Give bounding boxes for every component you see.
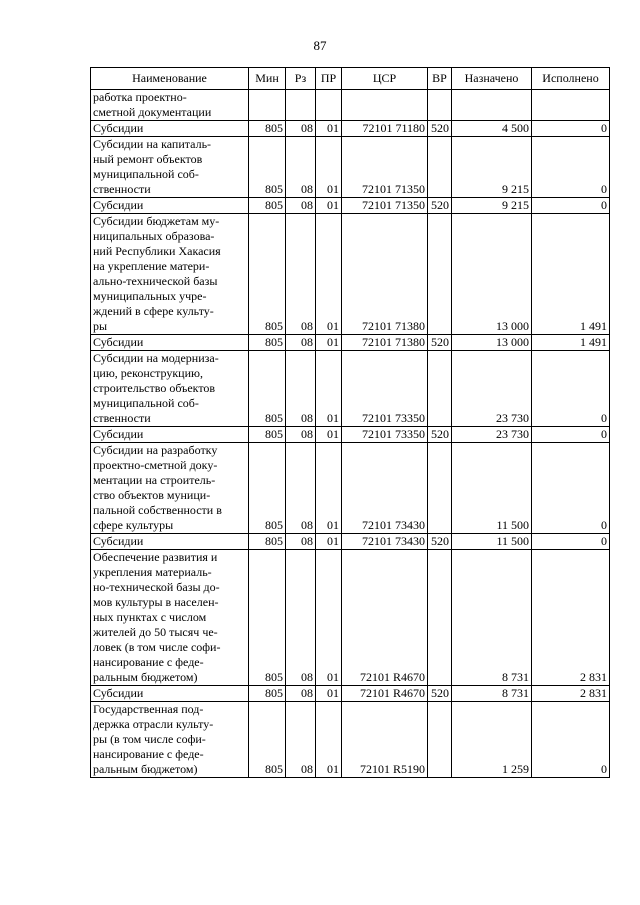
cell-pr <box>316 90 342 121</box>
cell-assigned: 11 500 <box>452 443 532 534</box>
cell-name: Субсидии <box>91 686 249 702</box>
cell-rz: 08 <box>286 121 316 137</box>
cell-rz: 08 <box>286 686 316 702</box>
cell-assigned: 8 731 <box>452 686 532 702</box>
cell-name: работка проектно- сметной документации <box>91 90 249 121</box>
cell-vr: 520 <box>428 198 452 214</box>
cell-csr: 72101 R4670 <box>342 550 428 686</box>
cell-executed: 0 <box>532 427 610 443</box>
cell-min: 805 <box>249 137 286 198</box>
cell-name: Субсидии <box>91 534 249 550</box>
cell-min: 805 <box>249 214 286 335</box>
cell-pr: 01 <box>316 137 342 198</box>
header-min: Мин <box>249 68 286 90</box>
cell-rz: 08 <box>286 214 316 335</box>
cell-csr: 72101 73430 <box>342 534 428 550</box>
cell-name: Субсидии <box>91 427 249 443</box>
table-row <box>91 351 610 427</box>
cell-assigned: 11 500 <box>452 534 532 550</box>
cell-name: Субсидии <box>91 335 249 351</box>
cell-executed: 0 <box>532 443 610 534</box>
cell-csr: 72101 R5190 <box>342 702 428 778</box>
cell-rz: 08 <box>286 137 316 198</box>
header-pr: ПР <box>316 68 342 90</box>
cell-executed: 0 <box>532 534 610 550</box>
header-csr: ЦСР <box>342 68 428 90</box>
cell-csr: 72101 71380 <box>342 335 428 351</box>
cell-executed: 2 831 <box>532 686 610 702</box>
cell-name: Субсидии <box>91 121 249 137</box>
cell-csr: 72101 71350 <box>342 198 428 214</box>
cell-csr: 72101 71380 <box>342 214 428 335</box>
cell-assigned: 13 000 <box>452 335 532 351</box>
cell-assigned: 4 500 <box>452 121 532 137</box>
cell-assigned: 13 000 <box>452 214 532 335</box>
cell-csr: 72101 73350 <box>342 351 428 427</box>
cell-csr: 72101 73350 <box>342 427 428 443</box>
cell-rz: 08 <box>286 702 316 778</box>
cell-name: Субсидии <box>91 198 249 214</box>
table-row <box>91 335 610 351</box>
cell-assigned: 23 730 <box>452 427 532 443</box>
cell-executed: 0 <box>532 137 610 198</box>
cell-pr: 01 <box>316 686 342 702</box>
table-row <box>91 121 610 137</box>
header-vr: ВР <box>428 68 452 90</box>
cell-name: Субсидии на капиталь- ный ремонт объектов муниципальной соб- ственности <box>91 137 249 198</box>
cell-pr: 01 <box>316 198 342 214</box>
cell-vr: 520 <box>428 534 452 550</box>
cell-rz: 08 <box>286 335 316 351</box>
cell-csr: 72101 R4670 <box>342 686 428 702</box>
table-row <box>91 550 610 686</box>
cell-assigned <box>452 90 532 121</box>
cell-assigned: 23 730 <box>452 351 532 427</box>
cell-vr: 520 <box>428 427 452 443</box>
cell-csr: 72101 73430 <box>342 443 428 534</box>
cell-vr <box>428 214 452 335</box>
table-row <box>91 427 610 443</box>
cell-min: 805 <box>249 198 286 214</box>
cell-rz: 08 <box>286 443 316 534</box>
cell-rz: 08 <box>286 550 316 686</box>
cell-min: 805 <box>249 534 286 550</box>
cell-vr <box>428 443 452 534</box>
cell-min: 805 <box>249 443 286 534</box>
cell-executed: 1 491 <box>532 214 610 335</box>
cell-rz: 08 <box>286 198 316 214</box>
cell-pr: 01 <box>316 121 342 137</box>
cell-pr: 01 <box>316 702 342 778</box>
cell-assigned: 9 215 <box>452 137 532 198</box>
cell-csr: 72101 71180 <box>342 121 428 137</box>
cell-min: 805 <box>249 702 286 778</box>
cell-rz: 08 <box>286 427 316 443</box>
cell-min: 805 <box>249 427 286 443</box>
cell-assigned: 8 731 <box>452 550 532 686</box>
cell-pr: 01 <box>316 427 342 443</box>
cell-pr: 01 <box>316 443 342 534</box>
table-row <box>91 534 610 550</box>
cell-executed: 1 491 <box>532 335 610 351</box>
cell-name: Государственная под- держка отрасли культу- ры (в том числе софи- нансирование с феде- ральным бюджетом) <box>91 702 249 778</box>
cell-name: Обеспечение развития и укрепления материаль- но-технической базы до- мов культуры в населен- ных пунктах с числом жителей до 50 тысяч че- ловек (в том числе софи- нансирование с феде- ральным бюджетом) <box>91 550 249 686</box>
budget-table <box>90 67 610 778</box>
cell-min <box>249 90 286 121</box>
cell-vr: 520 <box>428 686 452 702</box>
header-row <box>91 68 610 90</box>
header-name: Наименование <box>91 68 249 90</box>
cell-pr: 01 <box>316 351 342 427</box>
table-row <box>91 686 610 702</box>
cell-vr <box>428 351 452 427</box>
cell-pr: 01 <box>316 335 342 351</box>
table-header <box>91 68 610 90</box>
table-row <box>91 198 610 214</box>
cell-csr <box>342 90 428 121</box>
table-row <box>91 443 610 534</box>
cell-executed: 2 831 <box>532 550 610 686</box>
cell-vr <box>428 702 452 778</box>
cell-min: 805 <box>249 335 286 351</box>
cell-vr <box>428 550 452 686</box>
cell-assigned: 1 259 <box>452 702 532 778</box>
table-row <box>91 137 610 198</box>
cell-name: Субсидии на разработку проектно-сметной доку- ментации на строитель- ство объектов муници- пальной собственности в сфере культуры <box>91 443 249 534</box>
cell-csr: 72101 71350 <box>342 137 428 198</box>
table-row <box>91 214 610 335</box>
cell-pr: 01 <box>316 214 342 335</box>
cell-min: 805 <box>249 351 286 427</box>
cell-rz <box>286 90 316 121</box>
cell-vr: 520 <box>428 335 452 351</box>
cell-min: 805 <box>249 550 286 686</box>
table-body <box>91 90 610 778</box>
cell-min: 805 <box>249 686 286 702</box>
cell-name: Субсидии бюджетам му- ниципальных образова- ний Республики Хакасия на укрепление матери- ально-технической базы муниципальных учре- ждений в сфере культу- ры <box>91 214 249 335</box>
header-executed: Исполнено <box>532 68 610 90</box>
table-row <box>91 90 610 121</box>
page-number: 87 <box>313 38 327 53</box>
cell-executed: 0 <box>532 198 610 214</box>
cell-vr <box>428 90 452 121</box>
cell-assigned: 9 215 <box>452 198 532 214</box>
table-row <box>91 702 610 778</box>
cell-pr: 01 <box>316 534 342 550</box>
cell-name: Субсидии на модерниза- цию, реконструкцию, строительство объектов муниципальной соб- ственности <box>91 351 249 427</box>
cell-rz: 08 <box>286 534 316 550</box>
cell-rz: 08 <box>286 351 316 427</box>
cell-min: 805 <box>249 121 286 137</box>
header-rz: Рз <box>286 68 316 90</box>
cell-vr: 520 <box>428 121 452 137</box>
cell-pr: 01 <box>316 550 342 686</box>
cell-executed: 0 <box>532 121 610 137</box>
cell-executed <box>532 90 610 121</box>
cell-vr <box>428 137 452 198</box>
cell-executed: 0 <box>532 702 610 778</box>
header-assigned: Назначено <box>452 68 532 90</box>
cell-executed: 0 <box>532 351 610 427</box>
